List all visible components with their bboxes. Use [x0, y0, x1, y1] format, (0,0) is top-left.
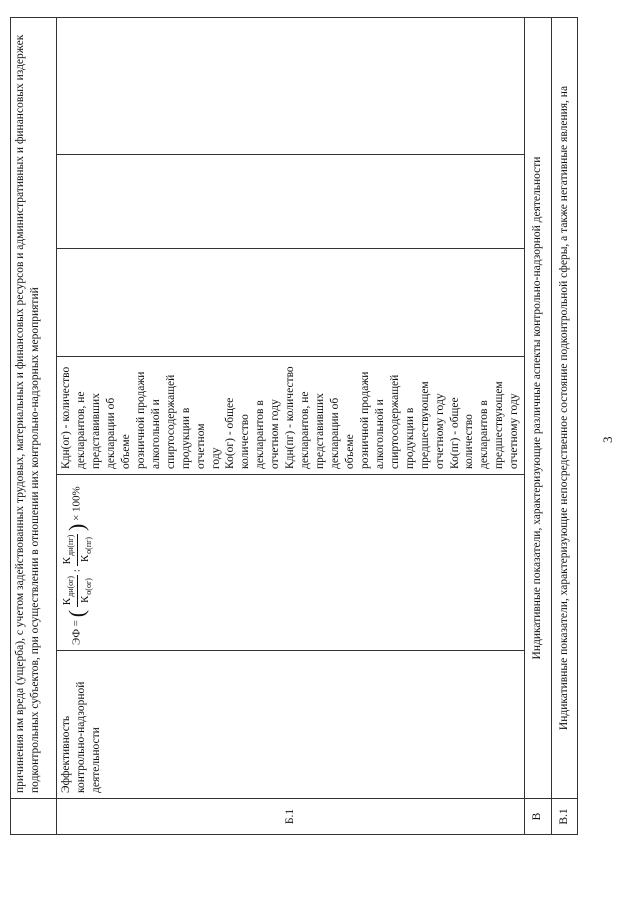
definition-line: декларации об объеме [329, 397, 356, 469]
lead-code-cell [11, 799, 57, 835]
formula-tail: × 100% [70, 486, 83, 521]
definition-line: декларантов, не [299, 391, 312, 469]
table-row-b1 [57, 18, 525, 835]
definition-line: спиртосодержащей [388, 374, 401, 469]
indicators-table [10, 17, 578, 835]
table-row-v1 [551, 18, 577, 835]
row-b1-formula [57, 475, 525, 651]
row-v1-code: В.1 [551, 799, 577, 835]
definition-line: представивших [314, 393, 327, 469]
definition-line: алкогольной и [373, 399, 386, 469]
definition-line: году [209, 447, 222, 469]
row-b1-empty-1 [57, 249, 525, 357]
definition-line: продукции в [403, 407, 416, 469]
formula-fraction-2: $К_{дн(пг)}$ $К_{о(пг)}$ [61, 534, 93, 565]
lead-text: причинения им вреда (ущерба), с учетом задействованных трудовых, материальных и финансовых ресурсов и административных и финансовых издержек подконтрольных субъектов, при осуществлении в отношении них контрольно-надзорных мероприятий [11, 18, 57, 799]
definition-line: алкогольной и [149, 399, 162, 469]
row-b1-code: Б.1 [57, 799, 525, 835]
formula-colon: : [70, 569, 83, 573]
definition-line: продукции в отчетном [179, 407, 207, 469]
definition-line: розничной продажи [134, 371, 147, 469]
definition-line: отчетном году [269, 399, 282, 469]
definition-line: розничной продажи [358, 371, 371, 469]
definition-line: представивших [90, 393, 103, 469]
row-b1-empty-3 [57, 18, 525, 155]
definition-line: спиртосодержащей [164, 374, 177, 469]
definition-line: предшествующем [493, 381, 506, 469]
row-v-code: В [525, 799, 551, 835]
row-b1-definitions [57, 357, 525, 475]
formula-lhs: ЭФ = [70, 620, 83, 645]
definition-line: декларантов в [254, 400, 267, 469]
definition-line: декларантов в [478, 400, 491, 469]
page-number: 3 [600, 436, 615, 443]
definition-line: декларантов, не [75, 391, 88, 469]
definition-line: Ко(ог) - общее [224, 397, 237, 469]
table-row-lead [11, 18, 57, 835]
row-b1-empty-2 [57, 155, 525, 249]
formula-open-paren: ( [63, 609, 89, 618]
definition-line: декларации об объеме [104, 397, 132, 469]
definition-line: отчетному году [508, 393, 521, 469]
definition-line: отчетному году [433, 393, 446, 469]
formula-close-paren: ) [63, 523, 89, 531]
definition-line: Кдн(пг) - количество [284, 366, 297, 469]
definition-line: количество [239, 414, 252, 469]
row-v-text: Индикативные показатели, характеризующие различные аспекты контрольно-надзорной деятельности [525, 18, 551, 799]
row-b1-name: Эффективность контрольно-надзорной деятельности [57, 651, 525, 799]
definition-line: Ко(пг) - общее [448, 397, 461, 469]
definition-line: предшествующем [418, 381, 431, 469]
row-v1-text: Индикативные показатели, характеризующие непосредственное состояние подконтрольной сферы, а также негативные явления, на [551, 18, 577, 799]
definition-line: Кдн(ог) - количество [60, 366, 73, 469]
formula-fraction-1: $К_{дн(ог)}$ $К_{о(ог)}$ [61, 575, 93, 606]
definition-line: количество [463, 414, 476, 469]
table-row-v [525, 18, 551, 835]
